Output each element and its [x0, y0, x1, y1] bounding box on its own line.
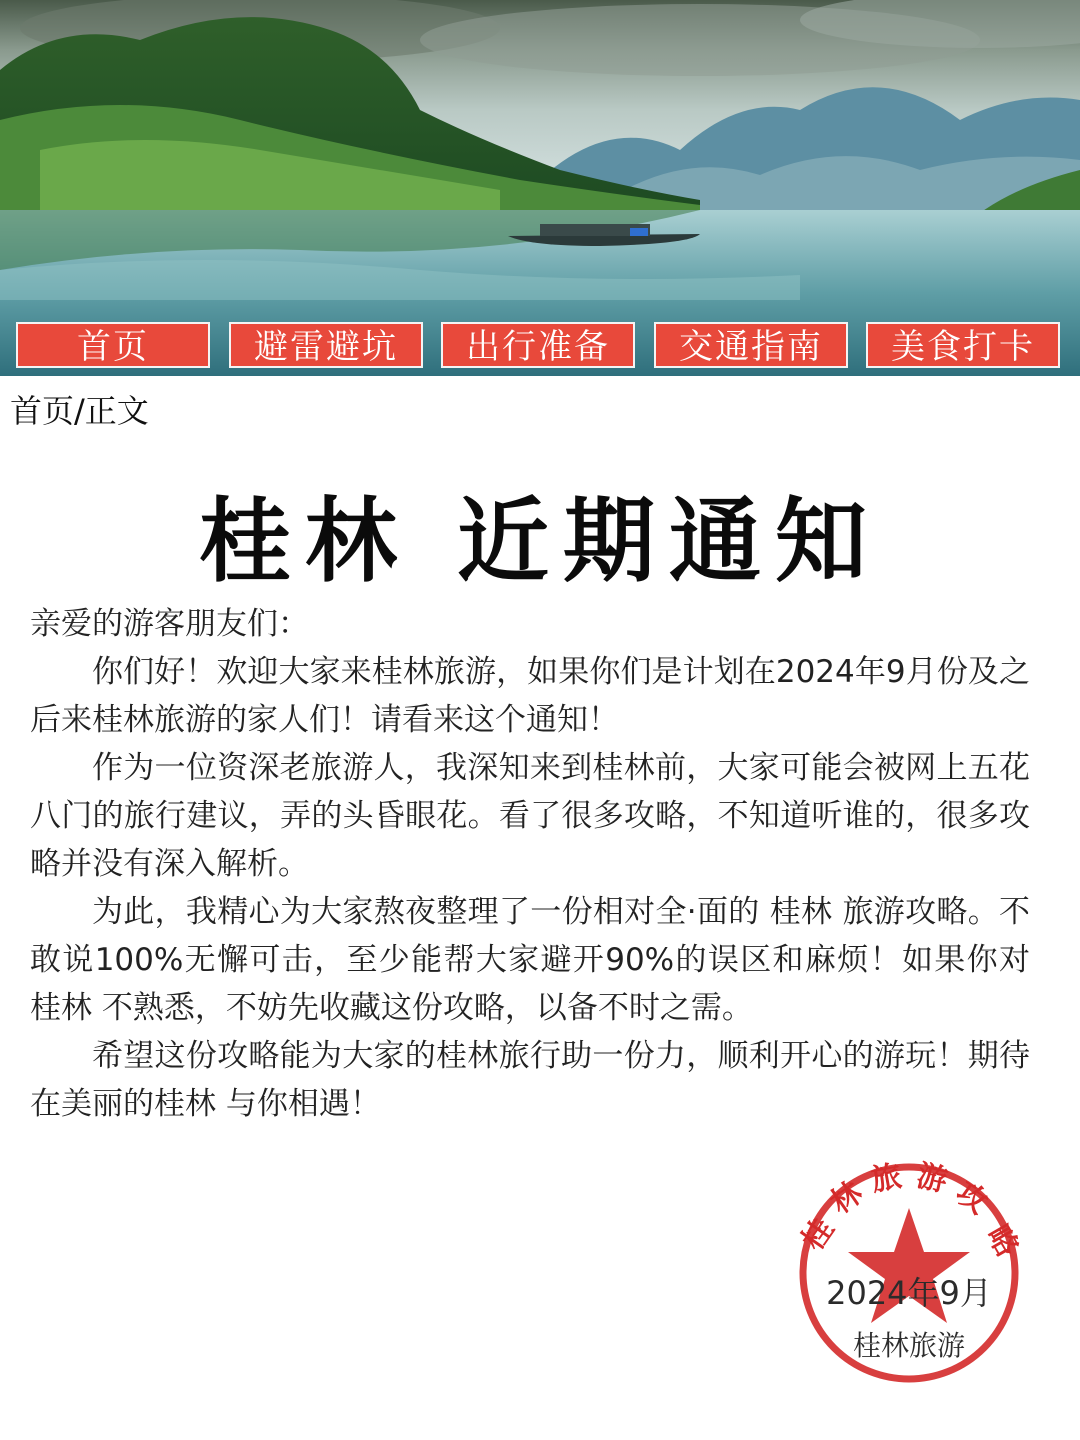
nav-transport-guide[interactable]: 交通指南 [654, 322, 848, 368]
breadcrumb-home[interactable]: 首页 [10, 392, 75, 430]
header-landscape-image [0, 0, 1080, 376]
article-paragraph: 你们好！欢迎大家来桂林旅游，如果你们是计划在2024年9月份及之后来桂林旅游的家人们！请看来这个通知！ [30, 654, 1030, 738]
article-paragraph: 希望这份攻略能为大家的桂林旅行助一份力，顺利开心的游玩！期待在美丽的桂林 与你相遇！ [30, 1038, 1030, 1122]
stamp-arc-char: 林 [824, 1175, 869, 1222]
nav-food-checkin[interactable]: 美食打卡 [866, 322, 1060, 368]
article-paragraph: 作为一位资深老旅游人，我深知来到桂林前，大家可能会被网上五花八门的旅行建议，弄的头昏眼花。看了很多攻略，不知道听谁的，很多攻略并没有深入解析。 [30, 750, 1030, 882]
stamp-arc-char: 攻 [949, 1175, 994, 1222]
article-body [30, 600, 1030, 1128]
stamp-arc-char: 旅 [868, 1160, 905, 1199]
page-title: 桂林 近期通知 [198, 488, 882, 595]
nav-avoid-pitfalls[interactable]: 避雷避坑 [229, 322, 423, 368]
breadcrumb [10, 386, 149, 432]
stamp-arc-char: 游 [913, 1160, 951, 1199]
nav-travel-prep[interactable]: 出行准备 [441, 322, 635, 368]
nav-home[interactable]: 首页 [16, 322, 210, 368]
top-nav [0, 322, 1080, 370]
breadcrumb-current: 正文 [84, 392, 149, 430]
breadcrumb-separator: / [74, 392, 85, 430]
stamp-arc-char: 略 [979, 1219, 1022, 1263]
article-paragraph: 为此，我精心为大家熬夜整理了一份相对全·面的 桂林 旅游攻略。不敢说100%无懈可击，至少能帮大家避开90%的误区和麻烦！如果你对 桂林 不熟悉，不妨先收藏这份攻略，以备不时之需。 [30, 894, 1030, 1026]
official-stamp [796, 1160, 1022, 1386]
stamp-name: 桂林旅游 [852, 1329, 965, 1362]
article-greeting: 亲爱的游客朋友们： [30, 606, 309, 642]
stamp-arc-char: 桂 [796, 1212, 842, 1257]
stamp-date: 2024年9月 [826, 1274, 992, 1312]
